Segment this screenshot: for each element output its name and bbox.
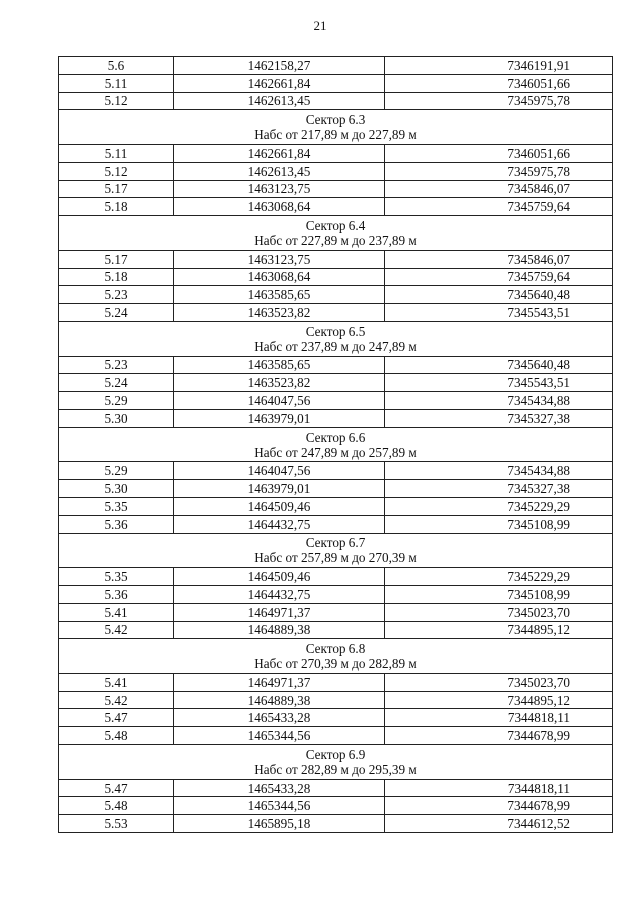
coordinate-row	[59, 621, 613, 639]
x-coordinate-cell: 1463068,64	[174, 198, 385, 216]
x-coordinate-cell: 1463585,65	[174, 356, 385, 374]
sector-height-range: Набс от 270,39 м до 282,89 м	[254, 656, 417, 672]
x-coordinate-cell: 1463123,75	[174, 180, 385, 198]
x-coordinate-cell: 1464047,56	[174, 392, 385, 410]
coordinate-row	[59, 286, 613, 304]
coordinate-row	[59, 92, 613, 110]
point-number-cell: 5.47	[59, 709, 174, 727]
y-coordinate-cell: 7345759,64	[385, 268, 613, 286]
coordinate-row	[59, 198, 613, 216]
y-coordinate-cell: 7344612,52	[385, 815, 613, 833]
point-number-cell: 5.41	[59, 603, 174, 621]
x-coordinate-cell: 1464432,75	[174, 585, 385, 603]
point-number-cell: 5.12	[59, 92, 174, 110]
x-coordinate-cell: 1462613,45	[174, 162, 385, 180]
x-coordinate-cell: 1465344,56	[174, 727, 385, 745]
point-number-cell: 5.17	[59, 180, 174, 198]
page-number: 21	[313, 18, 327, 33]
x-coordinate-cell: 1465895,18	[174, 815, 385, 833]
point-number-cell: 5.24	[59, 304, 174, 322]
point-number-cell: 5.24	[59, 374, 174, 392]
sector-height-range: Набс от 217,89 м до 227,89 м	[254, 127, 417, 143]
coordinate-row	[59, 162, 613, 180]
x-coordinate-cell: 1463585,65	[174, 286, 385, 304]
x-coordinate-cell: 1463523,82	[174, 374, 385, 392]
sector-title: Сектор 6.4	[305, 217, 366, 233]
x-coordinate-cell: 1464971,37	[174, 673, 385, 691]
sector-header-row	[59, 427, 613, 462]
coordinate-row	[59, 462, 613, 480]
point-number-cell: 5.11	[59, 74, 174, 92]
point-number-cell: 5.47	[59, 779, 174, 797]
point-number-cell: 5.36	[59, 585, 174, 603]
point-number-cell: 5.23	[59, 356, 174, 374]
coordinate-row	[59, 356, 613, 374]
sector-title: Сектор 6.8	[305, 641, 366, 657]
sector-title: Сектор 6.7	[305, 535, 366, 551]
sector-height-range: Набс от 237,89 м до 247,89 м	[254, 338, 417, 354]
coordinate-row	[59, 797, 613, 815]
sector-height-range: Набс от 247,89 м до 257,89 м	[254, 444, 417, 460]
point-number-cell: 5.30	[59, 409, 174, 427]
sector-height-range: Набс от 257,89 м до 270,39 м	[254, 550, 417, 566]
x-coordinate-cell: 1464047,56	[174, 462, 385, 480]
x-coordinate-cell: 1463979,01	[174, 409, 385, 427]
y-coordinate-cell: 7344818,11	[385, 709, 613, 727]
coordinates-table	[58, 56, 613, 833]
sector-header-row	[59, 216, 613, 251]
x-coordinate-cell: 1462158,27	[174, 57, 385, 75]
point-number-cell: 5.12	[59, 162, 174, 180]
sector-header	[59, 533, 613, 568]
point-number-cell: 5.18	[59, 268, 174, 286]
x-coordinate-cell: 1463523,82	[174, 304, 385, 322]
x-coordinate-cell: 1464889,38	[174, 621, 385, 639]
point-number-cell: 5.29	[59, 462, 174, 480]
coordinate-row	[59, 409, 613, 427]
point-number-cell: 5.36	[59, 515, 174, 533]
point-number-cell: 5.53	[59, 815, 174, 833]
x-coordinate-cell: 1464889,38	[174, 691, 385, 709]
x-coordinate-cell: 1464509,46	[174, 568, 385, 586]
y-coordinate-cell: 7345640,48	[385, 286, 613, 304]
point-number-cell: 5.17	[59, 250, 174, 268]
sector-header	[59, 110, 613, 145]
coordinate-row	[59, 497, 613, 515]
coordinate-row	[59, 673, 613, 691]
coordinate-row	[59, 515, 613, 533]
x-coordinate-cell: 1463123,75	[174, 250, 385, 268]
y-coordinate-cell: 7345759,64	[385, 198, 613, 216]
y-coordinate-cell: 7344818,11	[385, 779, 613, 797]
y-coordinate-cell: 7345543,51	[385, 374, 613, 392]
coordinate-row	[59, 144, 613, 162]
x-coordinate-cell: 1462661,84	[174, 74, 385, 92]
sector-header-row	[59, 321, 613, 356]
y-coordinate-cell: 7346051,66	[385, 144, 613, 162]
point-number-cell: 5.18	[59, 198, 174, 216]
coordinate-row	[59, 57, 613, 75]
point-number-cell: 5.35	[59, 568, 174, 586]
y-coordinate-cell: 7344895,12	[385, 621, 613, 639]
x-coordinate-cell: 1462613,45	[174, 92, 385, 110]
x-coordinate-cell: 1462661,84	[174, 144, 385, 162]
point-number-cell: 5.42	[59, 691, 174, 709]
point-number-cell: 5.11	[59, 144, 174, 162]
x-coordinate-cell: 1464509,46	[174, 497, 385, 515]
point-number-cell: 5.48	[59, 727, 174, 745]
point-number-cell: 5.41	[59, 673, 174, 691]
coordinate-row	[59, 268, 613, 286]
y-coordinate-cell: 7345543,51	[385, 304, 613, 322]
coordinate-row	[59, 180, 613, 198]
coordinate-row	[59, 250, 613, 268]
sector-header	[59, 639, 613, 674]
y-coordinate-cell: 7345108,99	[385, 585, 613, 603]
coordinate-row	[59, 691, 613, 709]
y-coordinate-cell: 7345434,88	[385, 462, 613, 480]
sector-header-row	[59, 110, 613, 145]
sector-title: Сектор 6.5	[305, 323, 366, 339]
y-coordinate-cell: 7345975,78	[385, 162, 613, 180]
coordinate-row	[59, 74, 613, 92]
y-coordinate-cell: 7345846,07	[385, 250, 613, 268]
y-coordinate-cell: 7345023,70	[385, 603, 613, 621]
point-number-cell: 5.48	[59, 797, 174, 815]
y-coordinate-cell: 7345327,38	[385, 409, 613, 427]
y-coordinate-cell: 7345434,88	[385, 392, 613, 410]
coordinate-row	[59, 568, 613, 586]
sector-header-row	[59, 533, 613, 568]
y-coordinate-cell: 7344678,99	[385, 727, 613, 745]
point-number-cell: 5.23	[59, 286, 174, 304]
y-coordinate-cell: 7345229,29	[385, 568, 613, 586]
x-coordinate-cell: 1465433,28	[174, 779, 385, 797]
y-coordinate-cell: 7345023,70	[385, 673, 613, 691]
x-coordinate-cell: 1465344,56	[174, 797, 385, 815]
point-number-cell: 5.30	[59, 480, 174, 498]
coordinate-row	[59, 392, 613, 410]
coordinate-row	[59, 480, 613, 498]
coordinate-row	[59, 585, 613, 603]
point-number-cell: 5.29	[59, 392, 174, 410]
x-coordinate-cell: 1464971,37	[174, 603, 385, 621]
y-coordinate-cell: 7346191,91	[385, 57, 613, 75]
coordinate-row	[59, 374, 613, 392]
y-coordinate-cell: 7345975,78	[385, 92, 613, 110]
coordinate-row	[59, 727, 613, 745]
sector-header-row	[59, 745, 613, 780]
y-coordinate-cell: 7345108,99	[385, 515, 613, 533]
sector-title: Сектор 6.3	[305, 112, 366, 128]
y-coordinate-cell: 7344678,99	[385, 797, 613, 815]
point-number-cell: 5.42	[59, 621, 174, 639]
sector-height-range: Набс от 282,89 м до 295,39 м	[254, 761, 417, 777]
point-number-cell: 5.35	[59, 497, 174, 515]
sector-height-range: Набс от 227,89 м до 237,89 м	[254, 232, 417, 248]
x-coordinate-cell: 1463068,64	[174, 268, 385, 286]
sector-header-row	[59, 639, 613, 674]
y-coordinate-cell: 7345846,07	[385, 180, 613, 198]
sector-title: Сектор 6.9	[305, 746, 366, 762]
y-coordinate-cell: 7345229,29	[385, 497, 613, 515]
coordinate-row	[59, 304, 613, 322]
sector-header	[59, 427, 613, 462]
y-coordinate-cell: 7346051,66	[385, 74, 613, 92]
coordinate-row	[59, 815, 613, 833]
coordinate-row	[59, 709, 613, 727]
sector-title: Сектор 6.6	[305, 429, 366, 445]
y-coordinate-cell: 7345327,38	[385, 480, 613, 498]
x-coordinate-cell: 1463979,01	[174, 480, 385, 498]
point-number-cell: 5.6	[59, 57, 174, 75]
x-coordinate-cell: 1465433,28	[174, 709, 385, 727]
x-coordinate-cell: 1464432,75	[174, 515, 385, 533]
y-coordinate-cell: 7344895,12	[385, 691, 613, 709]
sector-header	[59, 745, 613, 780]
coordinate-row	[59, 603, 613, 621]
sector-header	[59, 321, 613, 356]
coordinate-row	[59, 779, 613, 797]
sector-header	[59, 216, 613, 251]
coordinates-table-body	[59, 57, 613, 833]
y-coordinate-cell: 7345640,48	[385, 356, 613, 374]
